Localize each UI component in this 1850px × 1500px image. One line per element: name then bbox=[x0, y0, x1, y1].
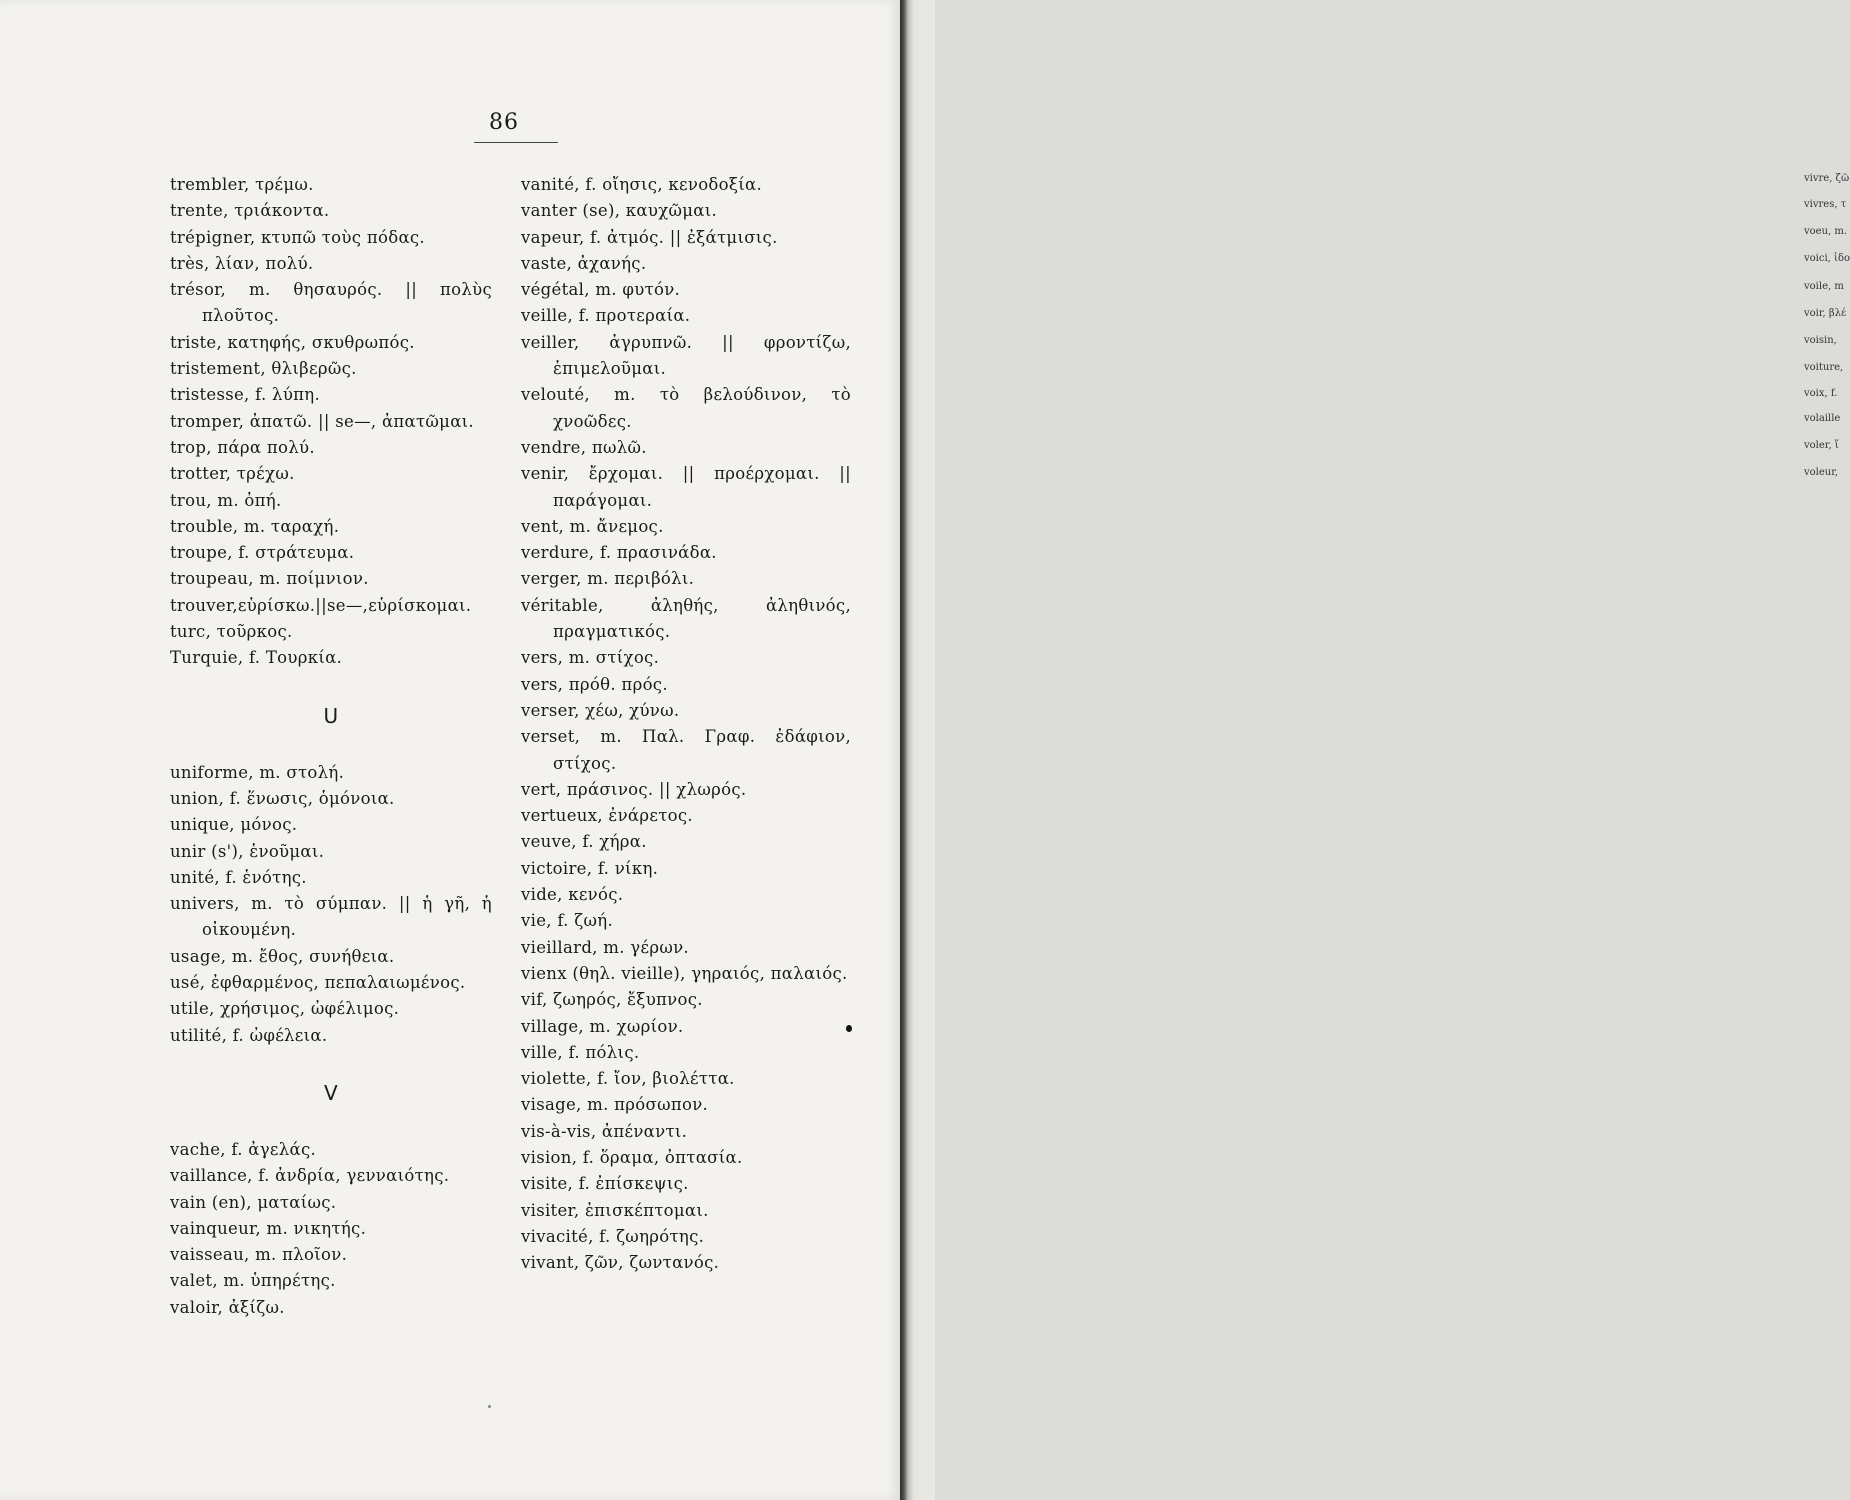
dictionary-entry: valoir, ἀξίζω. bbox=[170, 1297, 285, 1317]
dictionary-entry: verdure, f. πρασινάδα. bbox=[521, 543, 717, 563]
dictionary-entry: tromper, ἀπατῶ. || se—, ἀπατῶμαι. bbox=[170, 411, 474, 431]
dictionary-entry: utile, χρήσιμος, ὠφέλιμος. bbox=[170, 999, 400, 1019]
dictionary-entry: union, f. ἕνωσις, ὁμόνοια. bbox=[170, 788, 395, 808]
ink-dot-mark bbox=[846, 1025, 852, 1032]
dictionary-entry: trop, πάρα πολύ. bbox=[170, 437, 315, 457]
dictionary-entry: verser, χέω, χύνω. bbox=[521, 700, 680, 720]
dictionary-entry: végétal, m. φυτόν. bbox=[521, 280, 681, 300]
facing-page-fragment: voile, m bbox=[1804, 281, 1844, 292]
facing-page-fragment: voici, ἰδο bbox=[1804, 253, 1850, 264]
page-number: 86 bbox=[489, 110, 519, 135]
dictionary-entry: vis-à-vis, ἀπέναντι. bbox=[521, 1121, 688, 1141]
facing-page-fragment: volaille bbox=[1804, 413, 1841, 424]
left-column bbox=[170, 172, 492, 1321]
dictionary-entry: vainqueur, m. νικητής. bbox=[170, 1218, 367, 1238]
dictionary-entry: vienx (θηλ. vieille), γηραιός, παλαιός. bbox=[521, 963, 848, 983]
dictionary-entry: trente, τριάκοντα. bbox=[170, 201, 330, 221]
dictionary-entry: vif, ζωηρός, ἔξυπνος. bbox=[521, 990, 703, 1010]
dictionary-entry: veiller, ἀγρυπνῶ. || φροντίζω, ἐπιμελοῦμαι. bbox=[521, 332, 851, 379]
dictionary-entry: trésor, m. θησαυρός. || πολὺς πλοῦτος. bbox=[170, 280, 492, 326]
dictionary-entry: vivacité, f. ζωηρότης. bbox=[521, 1226, 705, 1246]
dictionary-entry: vent, m. ἄνεμος. bbox=[521, 516, 664, 536]
dictionary-entry: vache, f. ἀγελάς. bbox=[170, 1139, 317, 1159]
dictionary-entry: trou, m. ὀπή. bbox=[170, 490, 282, 510]
facing-page-fragment: voiture, bbox=[1804, 362, 1844, 373]
dictionary-entry: verger, m. περιβόλι. bbox=[521, 569, 695, 589]
dictionary-entry: unité, f. ἑνότης. bbox=[170, 867, 307, 887]
dictionary-entry: usage, m. ἔθος, συνήθεια. bbox=[170, 946, 395, 966]
dictionary-entry: très, λίαν, πολύ. bbox=[170, 253, 314, 273]
dictionary-page bbox=[0, 0, 900, 1500]
dictionary-entry: usé, ἐφθαρμένος, πεπαλαιωμένος. bbox=[170, 973, 466, 993]
dictionary-entry: vers, πρόθ. πρός. bbox=[521, 674, 668, 694]
dictionary-entry: village, m. χωρίον. bbox=[521, 1016, 684, 1036]
dictionary-entry: vertueux, ἐνάρετος. bbox=[521, 806, 693, 826]
dictionary-entry: vaillance, f. ἀνδρία, γενναιότης. bbox=[170, 1166, 450, 1186]
dictionary-entry: unique, μόνος. bbox=[170, 815, 298, 835]
dictionary-entry: venir, ἔρχομαι. || προέρχομαι. || παράγομαι. bbox=[521, 464, 851, 510]
entry-group-u bbox=[170, 760, 492, 1049]
dictionary-entry: valet, m. ὑπηρέτης. bbox=[170, 1271, 336, 1291]
facing-page-edge bbox=[900, 0, 1850, 1500]
entry-group-v bbox=[170, 1137, 492, 1321]
dictionary-entry: véritable, ἀληθής, ἀληθινός, πραγματικός. bbox=[521, 595, 851, 642]
dictionary-entry: triste, κατηφής, σκυθρωπός. bbox=[170, 332, 415, 352]
dictionary-entry: veuve, f. χήρα. bbox=[521, 832, 647, 852]
dictionary-entry: tristesse, f. λύπη. bbox=[170, 385, 321, 405]
right-column bbox=[521, 172, 851, 1276]
ink-speck-mark bbox=[488, 1405, 491, 1408]
dictionary-entry: vaste, ἀχανής. bbox=[521, 253, 647, 273]
entry-group-t bbox=[170, 172, 492, 672]
dictionary-entry: velouté, m. τὸ βελούδινον, τὸ χνοῶδες. bbox=[521, 385, 851, 431]
dictionary-entry: utilité, f. ὠφέλεια. bbox=[170, 1025, 328, 1045]
dictionary-entry: vers, m. στίχος. bbox=[521, 648, 660, 668]
facing-page-fragment: voix, f. bbox=[1804, 388, 1838, 399]
facing-page-fragment: voir, βλέ bbox=[1804, 308, 1847, 319]
dictionary-entry: visiter, ἐπισκέπτομαι. bbox=[521, 1200, 709, 1220]
dictionary-entry: visite, f. ἐπίσκεψις. bbox=[521, 1174, 689, 1194]
dictionary-entry: unir (s'), ἑνοῦμαι. bbox=[170, 841, 325, 861]
dictionary-entry: vanité, f. οἴησις, κενοδοξία. bbox=[521, 175, 763, 194]
dictionary-entry: vendre, πωλῶ. bbox=[521, 437, 647, 457]
dictionary-entry: vapeur, f. ἀτμός. || ἐξάτμισις. bbox=[521, 227, 778, 247]
page-number-rule bbox=[474, 142, 558, 143]
dictionary-entry: vie, f. ζωή. bbox=[521, 911, 613, 931]
dictionary-entry: turc, τοῦρκος. bbox=[170, 622, 293, 642]
dictionary-entry: uniforme, m. στολή. bbox=[170, 762, 345, 782]
dictionary-entry: troupeau, m. ποίμνιον. bbox=[170, 569, 369, 589]
dictionary-entry: visage, m. πρόσωπον. bbox=[521, 1095, 709, 1115]
facing-page-fragment: voleur, bbox=[1804, 467, 1839, 478]
dictionary-entry: vivant, ζῶν, ζωντανός. bbox=[521, 1253, 720, 1273]
dictionary-entry: ville, f. πόλις. bbox=[521, 1042, 640, 1062]
facing-page-fragment: voeu, m. bbox=[1804, 226, 1848, 237]
dictionary-entry: trembler, τρέμω. bbox=[170, 175, 314, 194]
dictionary-entry: vision, f. ὅραμα, ὀπτασία. bbox=[521, 1147, 743, 1167]
dictionary-entry: vaisseau, m. πλοῖον. bbox=[170, 1245, 348, 1265]
dictionary-entry: victoire, f. νίκη. bbox=[521, 858, 659, 878]
dictionary-entry: vert, πράσινος. || χλωρός. bbox=[521, 779, 747, 799]
facing-page-fragment: voisin, bbox=[1804, 335, 1837, 346]
dictionary-entry: univers, m. τὸ σύμπαν. || ἡ γῆ, ἡ οἰκουμένη. bbox=[170, 894, 492, 940]
facing-page-fragment: voler, ἵ bbox=[1804, 440, 1839, 451]
dictionary-entry: violette, f. ἴον, βιολέττα. bbox=[521, 1069, 735, 1089]
dictionary-entry: troupe, f. στράτευμα. bbox=[170, 543, 355, 563]
dictionary-entry: trouver,εὑρίσκω.||se—,εὑρίσκομαι. bbox=[170, 595, 472, 615]
dictionary-entry: Turquie, f. Τουρκία. bbox=[170, 648, 343, 668]
facing-page-fragment: vivres, τ bbox=[1804, 199, 1847, 210]
facing-page-fragment: vivre, ζῶ bbox=[1804, 173, 1850, 184]
dictionary-entry: veille, f. προτεραία. bbox=[521, 306, 691, 326]
dictionary-entry: vanter (se), καυχῶμαι. bbox=[521, 201, 718, 221]
dictionary-entry: vain (en), ματαίως. bbox=[170, 1192, 337, 1212]
dictionary-entry: verset, m. Παλ. Γραφ. ἐδάφιον, στίχος. bbox=[521, 727, 851, 773]
dictionary-entry: vieillard, m. γέρων. bbox=[521, 937, 689, 957]
letter-heading-v: V bbox=[324, 1080, 338, 1105]
dictionary-entry: trépigner, κτυπῶ τοὺς πόδας. bbox=[170, 227, 425, 247]
dictionary-entry: trotter, τρέχω. bbox=[170, 464, 295, 484]
dictionary-entry: tristement, θλιβερῶς. bbox=[170, 359, 357, 379]
letter-heading-u: U bbox=[323, 703, 339, 728]
dictionary-entry: trouble, m. ταραχή. bbox=[170, 516, 340, 536]
dictionary-entry: vide, κενός. bbox=[521, 885, 624, 905]
